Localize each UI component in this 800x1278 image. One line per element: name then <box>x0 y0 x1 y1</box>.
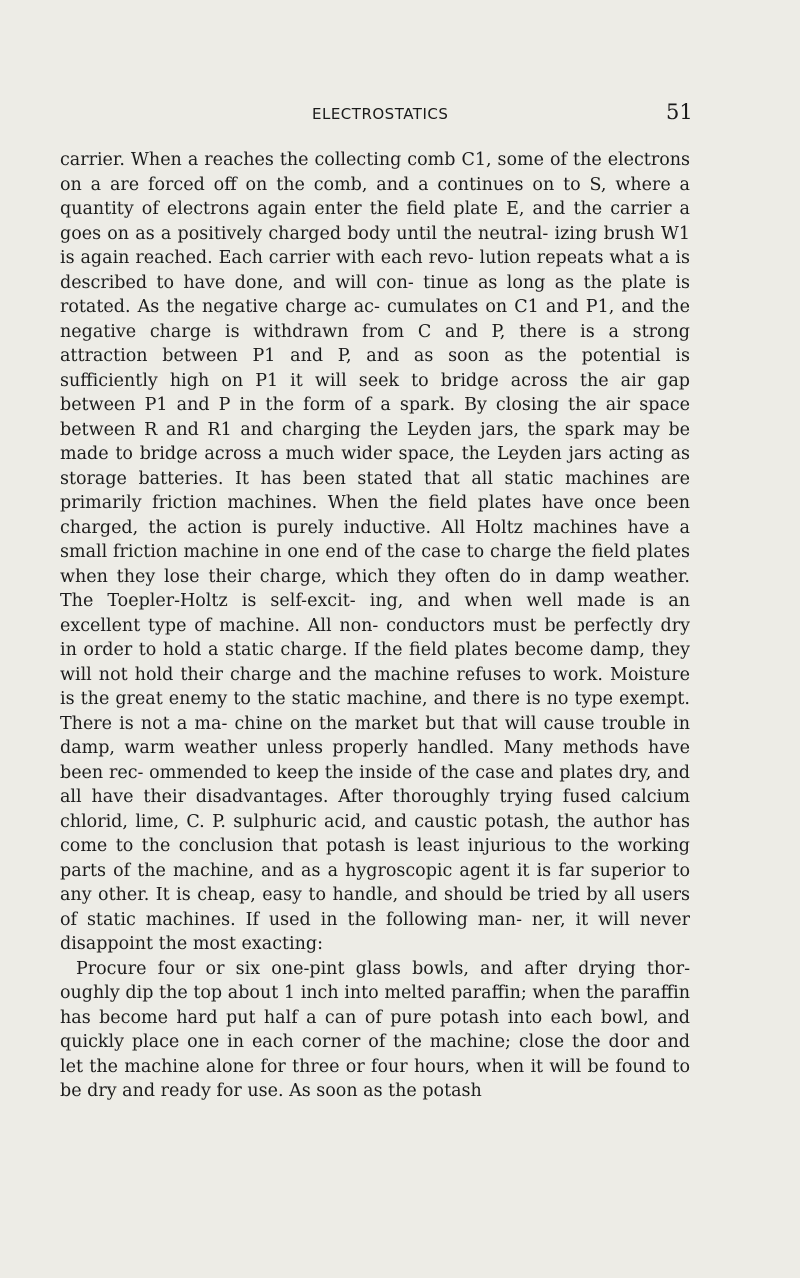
paragraph: Procure four or six one-pint glass bowls, and after drying thor- oughly dip the top about 1 inch into melted paraffin; when the paraffin has become hard put half a can of pure potash into each bowl, and quickly place one in each corner of the machine; close the door and let the machine alone for three or four hours, when it will be found to be dry and ready for use. As soon as the potash <box>60 958 690 1101</box>
body-text <box>60 148 690 1104</box>
paragraph: carrier. When a reaches the collecting comb C1, some of the electrons on a are forced off on the comb, and a continues on to S, where a quantity of electrons again enter the field plate E, and the carrier a goes on as a positively charged body until the neutral- izing brush W1 is again reached. Each carrier with each revo- lution repeats what a is described to have done, and will con- tinue as long as the plate is rotated. As the negative charge ac- cumulates on C1 and P1, and the negative charge is withdrawn from C and P, there is a strong attraction between P1 and P, and as soon as the potential is sufficiently high on P1 it will seek to bridge across the air gap between P1 and P in the form of a spark. By closing the air space between R and R1 and charging the Leyden jars, the spark may be made to bridge across a much wider space, the Leyden jars acting as storage batteries. It has been stated that all static machines are primarily friction machines. When the field plates have once been charged, the action is purely inductive. All Holtz machines have a small friction machine in one end of the case to charge the field plates when they lose their charge, which they often do in damp weather. The Toepler-Holtz is self-excit- ing, and when well made is an excellent type of machine. All non- conductors must be perfectly dry in order to hold a static charge. If the field plates become damp, they will not hold their charge and the machine refuses to work. Moisture is the great enemy to the static machine, and there is no type exempt. There is not a ma- chine on the market but that will cause trouble in damp, warm weather unless properly handled. Many methods have been rec- ommended to keep the inside of the case and plates dry, and all have their disadvantages. After thoroughly trying fused calcium chlorid, lime, C. P. sulphuric acid, and caustic potash, the author has come to the conclusion that potash is least injurious to the working parts of the machine, and as a hygroscopic agent it is far superior to any other. It is cheap, easy to handle, and should be tried by all users of static machines. If used in the following man- ner, it will never disappoint the most exacting: <box>60 150 690 954</box>
running-title: ELECTROSTATICS <box>312 105 449 123</box>
page-number: 51 <box>666 100 693 124</box>
page-header <box>0 98 800 138</box>
